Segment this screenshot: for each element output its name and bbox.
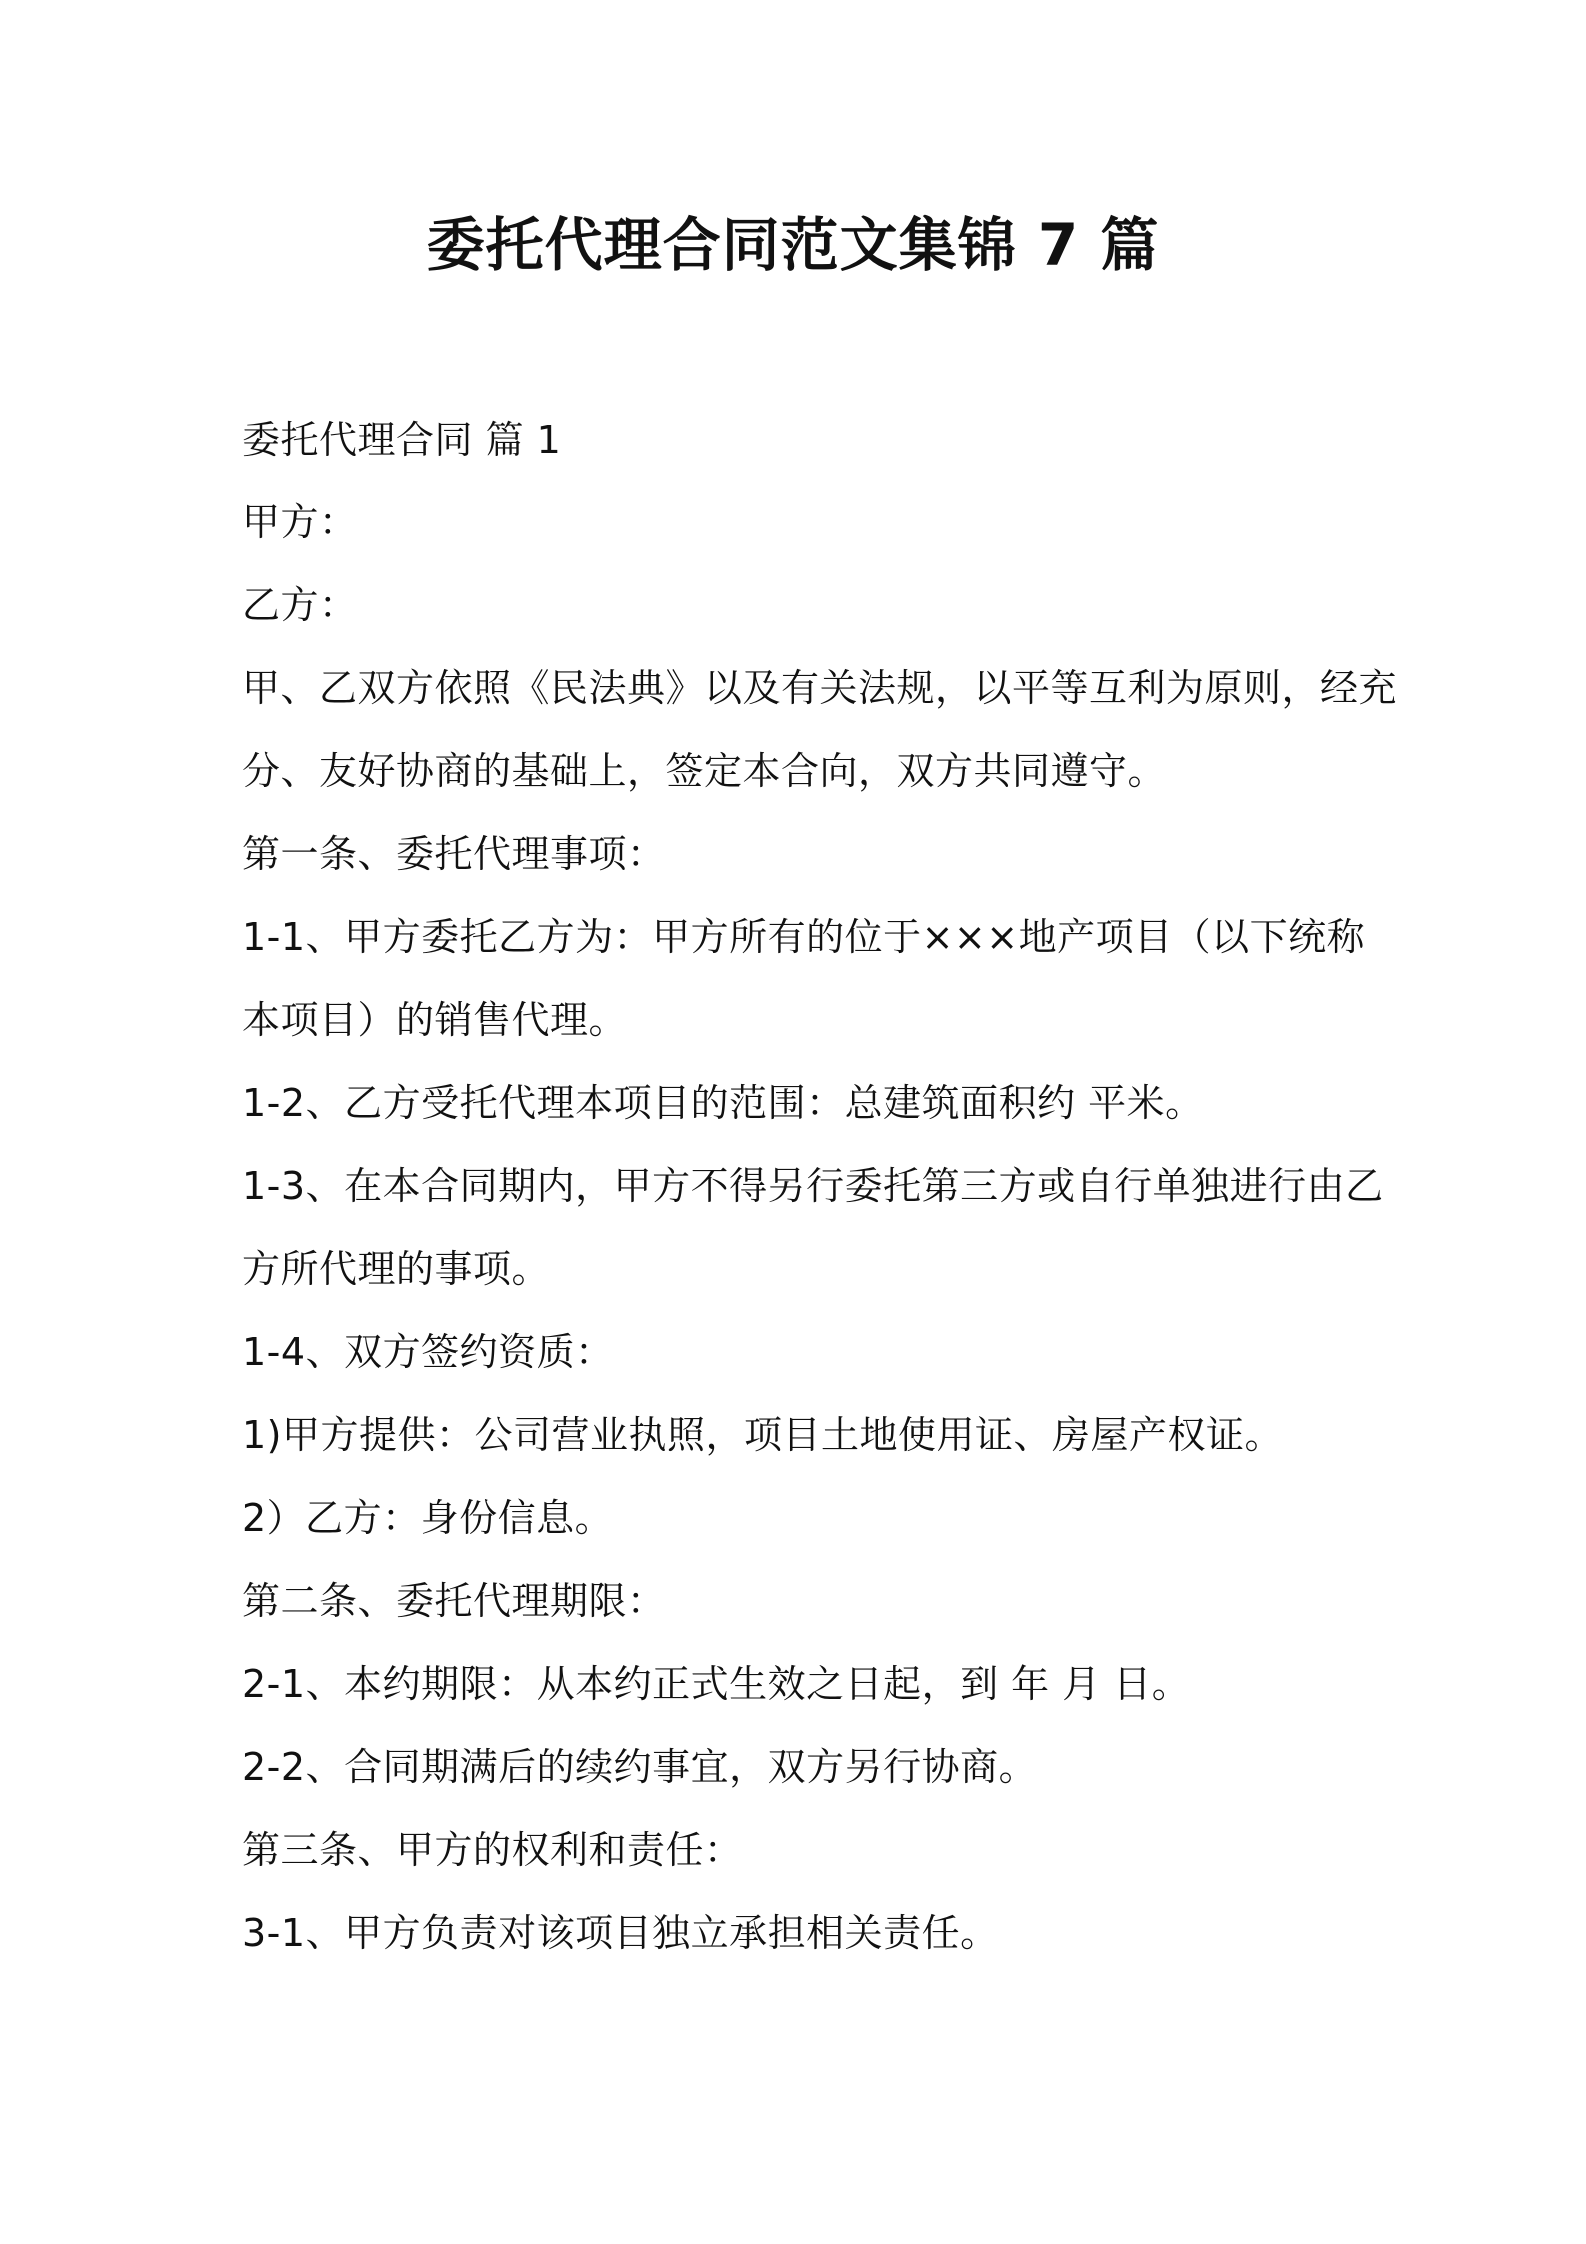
article-heading: 第一条、委托代理事项： bbox=[242, 832, 666, 876]
clause-line: 2-1、本约期限：从本约正式生效之日起，到 年 月 日。 bbox=[242, 1662, 1191, 1706]
clause-line: 本项目）的销售代理。 bbox=[242, 998, 628, 1042]
party-a-label: 甲方： bbox=[242, 500, 358, 544]
clause-line: 3-1、甲方负责对该项目独立承担相关责任。 bbox=[242, 1911, 999, 1955]
clause-line: 1-1、甲方委托乙方为：甲方所有的位于×××地产项目（以下统称 bbox=[242, 915, 1366, 959]
clause-line: 1-2、乙方受托代理本项目的范围：总建筑面积约 平米。 bbox=[242, 1081, 1204, 1125]
document-title: 委托代理合同范文集锦 7 篇 bbox=[426, 211, 1160, 279]
clause-line: 2-2、合同期满后的续约事宜，双方另行协商。 bbox=[242, 1745, 1038, 1789]
party-b-label: 乙方： bbox=[242, 583, 358, 627]
paragraph-line: 甲、乙双方依照《民法典》以及有关法规，以平等互利为原则，经充 bbox=[242, 666, 1398, 710]
article-heading: 第三条、甲方的权利和责任： bbox=[242, 1828, 743, 1872]
clause-line: 2）乙方：身份信息。 bbox=[242, 1496, 614, 1540]
section-heading: 委托代理合同 篇 1 bbox=[242, 418, 562, 462]
clause-line: 1-4、双方签约资质： bbox=[242, 1330, 614, 1374]
clause-line: 1)甲方提供：公司营业执照，项目土地使用证、房屋产权证。 bbox=[242, 1413, 1284, 1457]
clause-line: 1-3、在本合同期内，甲方不得另行委托第三方或自行单独进行由乙 bbox=[242, 1164, 1384, 1208]
clause-line: 方所代理的事项。 bbox=[242, 1247, 551, 1291]
paragraph-line: 分、友好协商的基础上，签定本合向，双方共同遵守。 bbox=[242, 749, 1167, 793]
article-heading: 第二条、委托代理期限： bbox=[242, 1579, 666, 1623]
